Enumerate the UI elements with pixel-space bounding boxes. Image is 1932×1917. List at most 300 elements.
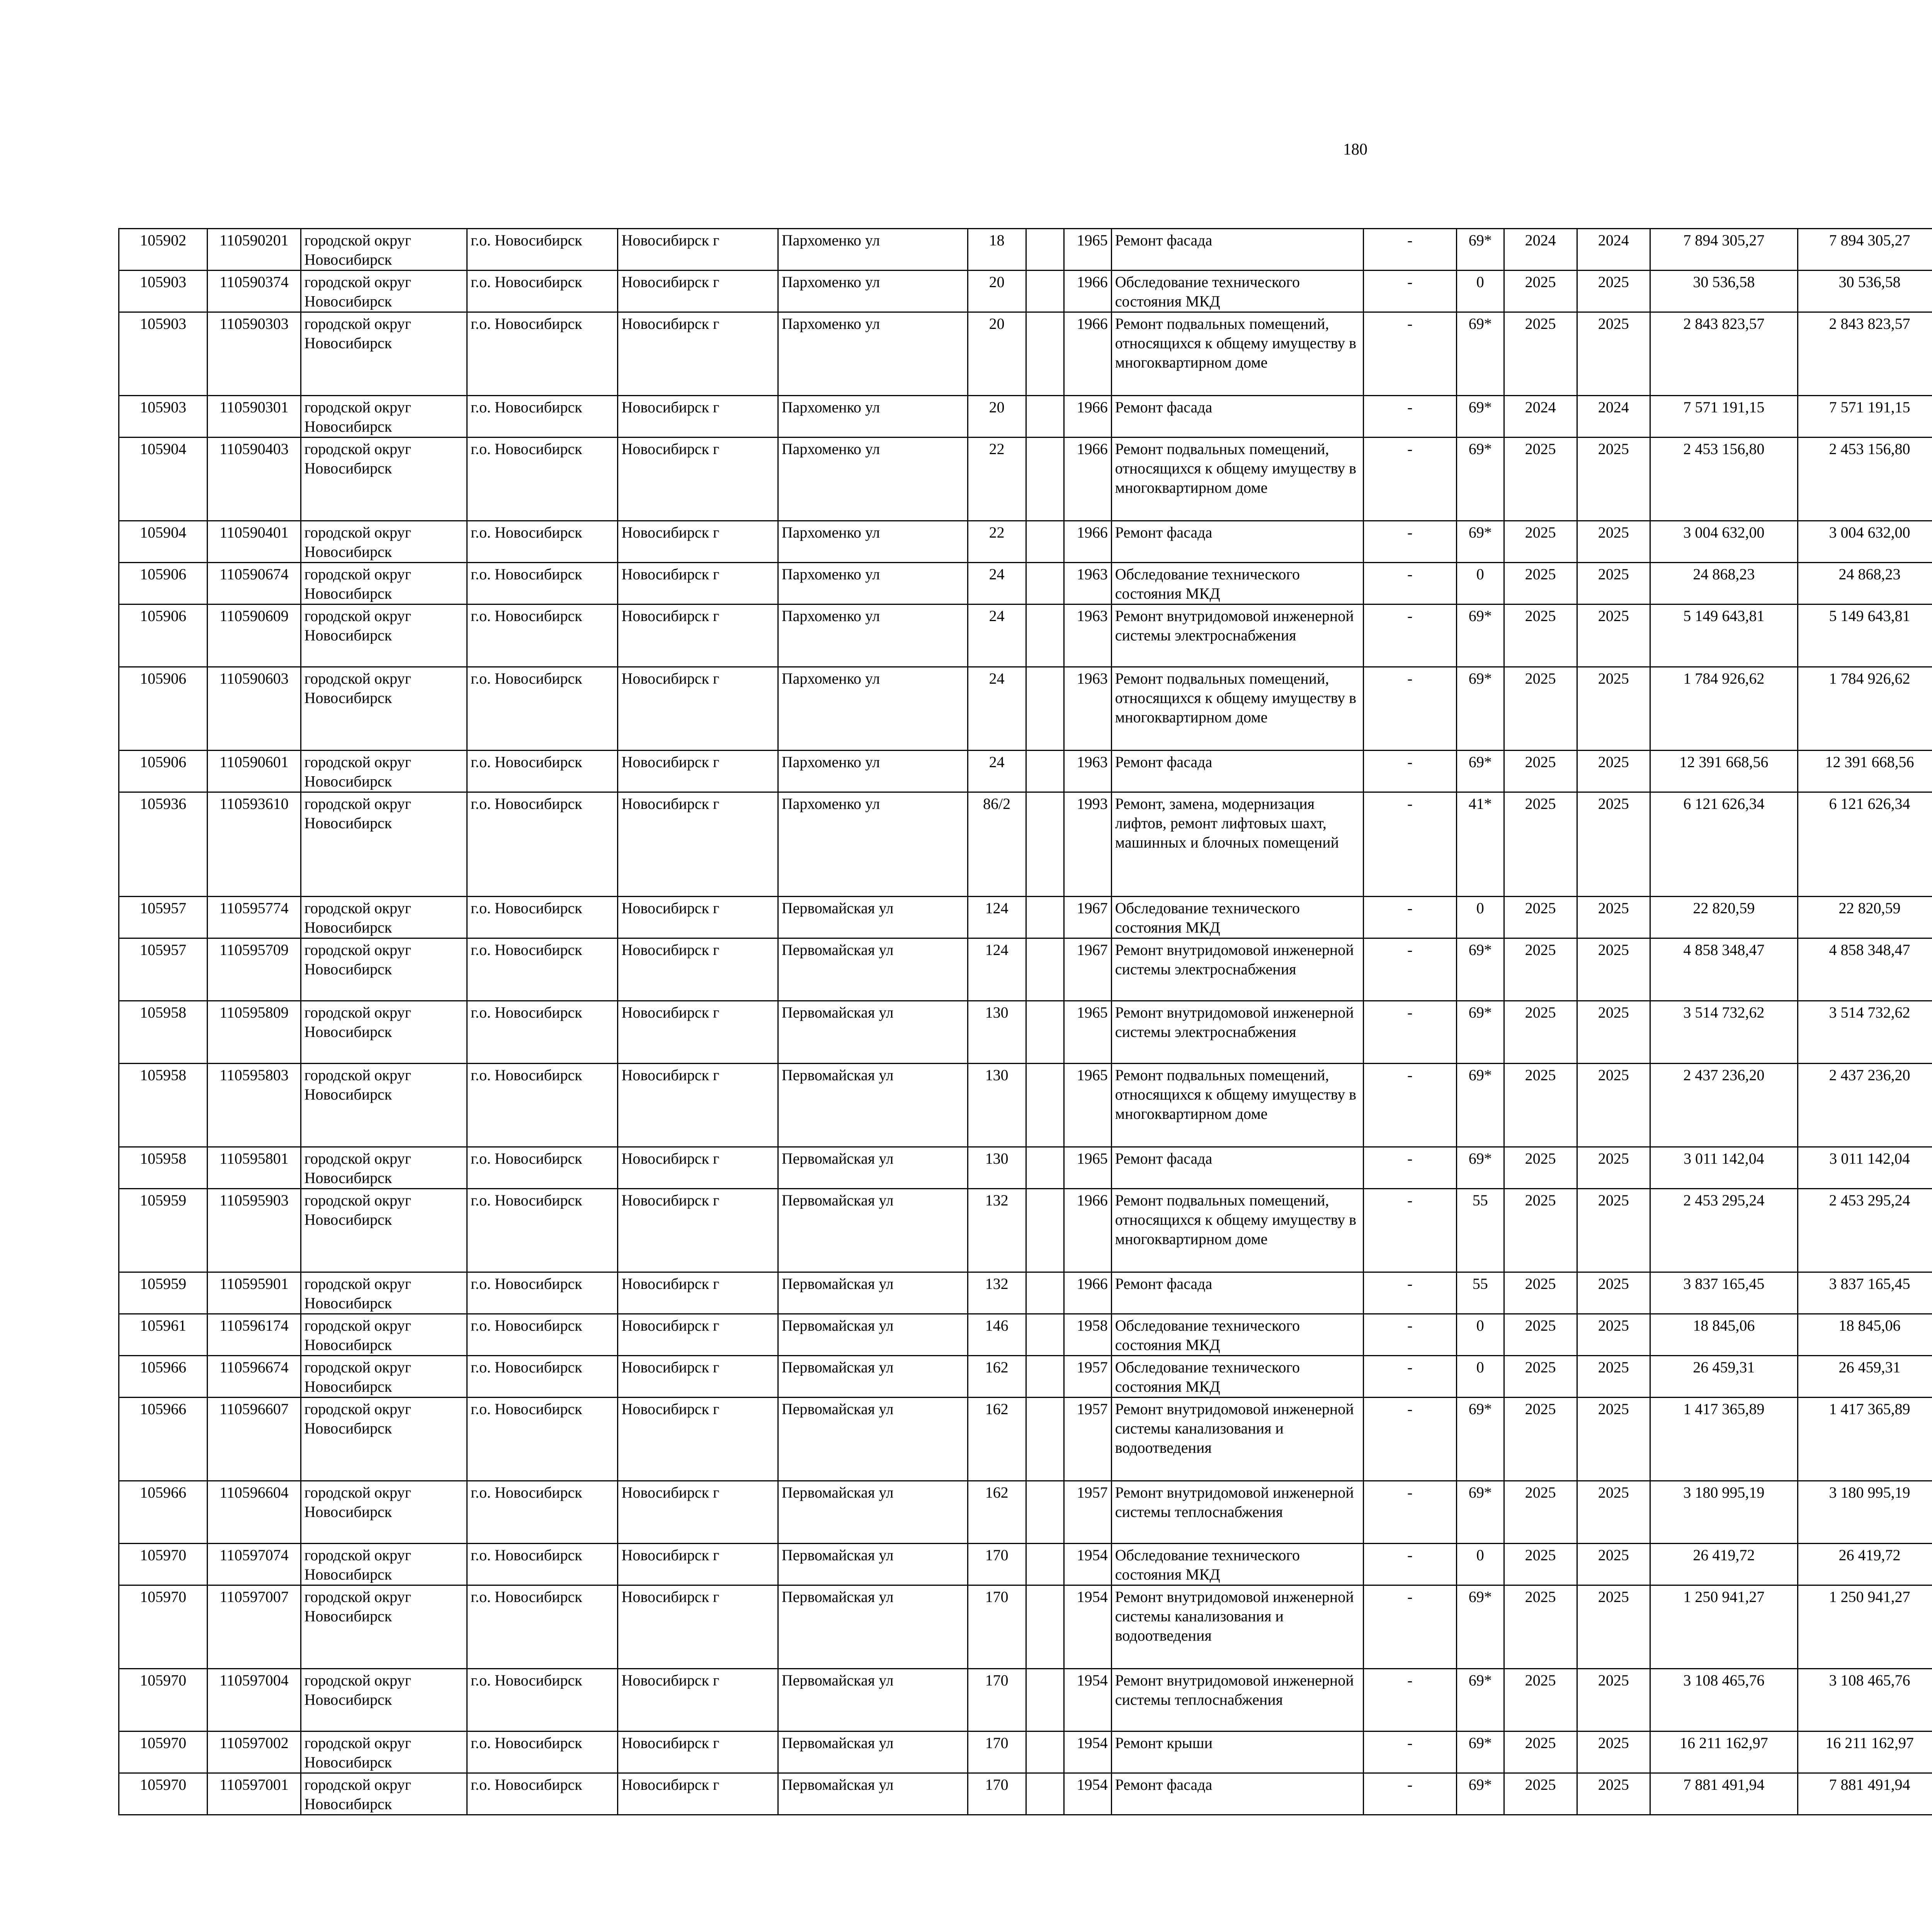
city-district-cell: г.о. Новосибирск: [467, 438, 618, 521]
house-number-cell: 170: [968, 1669, 1026, 1731]
table-row: [119, 1481, 1932, 1544]
municipality-cell: городской округ Новосибирск: [301, 897, 467, 938]
object-id-cell: 105906: [119, 667, 207, 751]
city-district-cell: г.о. Новосибирск: [467, 521, 618, 563]
page-number: 180: [1343, 141, 1367, 158]
table-body: [119, 229, 1932, 1815]
city-district-cell: г.о. Новосибирск: [467, 1481, 618, 1544]
table-row: [119, 1272, 1932, 1314]
house-letter-cell: [1026, 563, 1064, 604]
wear-cell: 41*: [1456, 792, 1504, 897]
settlement-cell: Новосибирск г: [618, 1398, 778, 1481]
object-id-cell: 105902: [119, 229, 207, 271]
city-district-cell: г.о. Новосибирск: [467, 1064, 618, 1147]
table-row: [119, 1064, 1932, 1147]
municipality-cell: городской округ Новосибирск: [301, 1314, 467, 1356]
year-end-cell: 2025: [1577, 1481, 1650, 1544]
dash-cell: -: [1363, 563, 1456, 604]
dash-cell: -: [1363, 751, 1456, 792]
city-district-cell: г.о. Новосибирск: [467, 1398, 618, 1481]
work-type-cell: Ремонт подвальных помещений, относящихся к общему имуществу в многоквартирном доме: [1111, 667, 1363, 751]
cost-total-cell: 3 180 995,19: [1650, 1481, 1798, 1544]
cost-total-cell: 7 894 305,27: [1650, 229, 1798, 271]
house-number-cell: 24: [968, 563, 1026, 604]
cost-fund-cell: 30 536,58: [1798, 271, 1932, 312]
year-start-cell: 2025: [1504, 1001, 1577, 1064]
municipality-cell: городской округ Новосибирск: [301, 604, 467, 667]
work-code-cell: 110595901: [207, 1272, 301, 1314]
settlement-cell: Новосибирск г: [618, 271, 778, 312]
settlement-cell: Новосибирск г: [618, 897, 778, 938]
city-district-cell: г.о. Новосибирск: [467, 1147, 618, 1189]
table-row: [119, 1544, 1932, 1585]
year-end-cell: 2025: [1577, 667, 1650, 751]
settlement-cell: Новосибирск г: [618, 438, 778, 521]
city-district-cell: г.о. Новосибирск: [467, 563, 618, 604]
house-letter-cell: [1026, 792, 1064, 897]
wear-cell: 69*: [1456, 1064, 1504, 1147]
city-district-cell: г.о. Новосибирск: [467, 312, 618, 396]
work-type-cell: Обследование технического состояния МКД: [1111, 1356, 1363, 1398]
municipality-cell: городской округ Новосибирск: [301, 1544, 467, 1585]
street-cell: Первомайская ул: [778, 1669, 968, 1731]
year-end-cell: 2025: [1577, 897, 1650, 938]
house-number-cell: 130: [968, 1064, 1026, 1147]
table-row: [119, 1356, 1932, 1398]
house-number-cell: 124: [968, 897, 1026, 938]
year-end-cell: 2025: [1577, 1314, 1650, 1356]
work-type-cell: Ремонт крыши: [1111, 1731, 1363, 1773]
wear-cell: 69*: [1456, 1147, 1504, 1189]
cost-total-cell: 3 011 142,04: [1650, 1147, 1798, 1189]
cost-fund-cell: 22 820,59: [1798, 897, 1932, 938]
house-number-cell: 146: [968, 1314, 1026, 1356]
build-year-cell: 1954: [1064, 1731, 1112, 1773]
work-type-cell: Обследование технического состояния МКД: [1111, 271, 1363, 312]
house-number-cell: 124: [968, 938, 1026, 1001]
object-id-cell: 105958: [119, 1064, 207, 1147]
municipality-cell: городской округ Новосибирск: [301, 938, 467, 1001]
work-type-cell: Ремонт фасада: [1111, 1147, 1363, 1189]
build-year-cell: 1966: [1064, 438, 1112, 521]
municipality-cell: городской округ Новосибирск: [301, 1147, 467, 1189]
dash-cell: -: [1363, 1064, 1456, 1147]
year-end-cell: 2025: [1577, 938, 1650, 1001]
city-district-cell: г.о. Новосибирск: [467, 1356, 618, 1398]
table-row: [119, 229, 1932, 271]
object-id-cell: 105957: [119, 938, 207, 1001]
house-number-cell: 22: [968, 521, 1026, 563]
work-type-cell: Ремонт, замена, модернизация лифтов, ремонт лифтовых шахт, машинных и блочных помещений: [1111, 792, 1363, 897]
build-year-cell: 1963: [1064, 563, 1112, 604]
cost-total-cell: 2 437 236,20: [1650, 1064, 1798, 1147]
build-year-cell: 1957: [1064, 1356, 1112, 1398]
cost-fund-cell: 3 514 732,62: [1798, 1001, 1932, 1064]
house-letter-cell: [1026, 1773, 1064, 1815]
municipality-cell: городской округ Новосибирск: [301, 1001, 467, 1064]
city-district-cell: г.о. Новосибирск: [467, 897, 618, 938]
settlement-cell: Новосибирск г: [618, 1731, 778, 1773]
street-cell: Пархоменко ул: [778, 396, 968, 438]
work-type-cell: Ремонт внутридомовой инженерной системы канализования и водоотведения: [1111, 1585, 1363, 1669]
street-cell: Пархоменко ул: [778, 438, 968, 521]
object-id-cell: 105970: [119, 1585, 207, 1669]
dash-cell: -: [1363, 1544, 1456, 1585]
street-cell: Первомайская ул: [778, 1544, 968, 1585]
build-year-cell: 1963: [1064, 751, 1112, 792]
street-cell: Первомайская ул: [778, 1189, 968, 1272]
municipality-cell: городской округ Новосибирск: [301, 1272, 467, 1314]
object-id-cell: 105906: [119, 751, 207, 792]
work-code-cell: 110590201: [207, 229, 301, 271]
cost-fund-cell: 2 453 156,80: [1798, 438, 1932, 521]
work-code-cell: 110595709: [207, 938, 301, 1001]
year-end-cell: 2025: [1577, 1064, 1650, 1147]
cost-fund-cell: 6 121 626,34: [1798, 792, 1932, 897]
house-letter-cell: [1026, 1669, 1064, 1731]
city-district-cell: г.о. Новосибирск: [467, 1773, 618, 1815]
house-number-cell: 20: [968, 271, 1026, 312]
house-number-cell: 132: [968, 1272, 1026, 1314]
dash-cell: -: [1363, 604, 1456, 667]
settlement-cell: Новосибирск г: [618, 938, 778, 1001]
house-letter-cell: [1026, 1064, 1064, 1147]
table-row: [119, 1398, 1932, 1481]
work-type-cell: Ремонт внутридомовой инженерной системы электроснабжения: [1111, 938, 1363, 1001]
work-code-cell: 110590301: [207, 396, 301, 438]
city-district-cell: г.о. Новосибирск: [467, 1585, 618, 1669]
year-start-cell: 2025: [1504, 1314, 1577, 1356]
year-start-cell: 2025: [1504, 1669, 1577, 1731]
work-type-cell: Ремонт фасада: [1111, 229, 1363, 271]
work-code-cell: 110596604: [207, 1481, 301, 1544]
year-end-cell: 2025: [1577, 604, 1650, 667]
build-year-cell: 1963: [1064, 604, 1112, 667]
dash-cell: -: [1363, 1773, 1456, 1815]
dash-cell: -: [1363, 521, 1456, 563]
build-year-cell: 1965: [1064, 1001, 1112, 1064]
work-code-cell: 110590603: [207, 667, 301, 751]
city-district-cell: г.о. Новосибирск: [467, 229, 618, 271]
house-number-cell: 162: [968, 1356, 1026, 1398]
settlement-cell: Новосибирск г: [618, 1314, 778, 1356]
house-letter-cell: [1026, 667, 1064, 751]
year-end-cell: 2025: [1577, 1585, 1650, 1669]
dash-cell: -: [1363, 1314, 1456, 1356]
street-cell: Пархоменко ул: [778, 312, 968, 396]
cost-total-cell: 3 514 732,62: [1650, 1001, 1798, 1064]
cost-total-cell: 26 459,31: [1650, 1356, 1798, 1398]
street-cell: Пархоменко ул: [778, 792, 968, 897]
city-district-cell: г.о. Новосибирск: [467, 938, 618, 1001]
table-row: [119, 271, 1932, 312]
house-letter-cell: [1026, 1544, 1064, 1585]
settlement-cell: Новосибирск г: [618, 792, 778, 897]
house-letter-cell: [1026, 1356, 1064, 1398]
table-row: [119, 1189, 1932, 1272]
house-number-cell: 170: [968, 1731, 1026, 1773]
street-cell: Первомайская ул: [778, 1481, 968, 1544]
work-code-cell: 110595801: [207, 1147, 301, 1189]
cost-fund-cell: 2 453 295,24: [1798, 1189, 1932, 1272]
street-cell: Первомайская ул: [778, 1272, 968, 1314]
settlement-cell: Новосибирск г: [618, 1356, 778, 1398]
city-district-cell: г.о. Новосибирск: [467, 396, 618, 438]
wear-cell: 69*: [1456, 521, 1504, 563]
work-code-cell: 110596174: [207, 1314, 301, 1356]
build-year-cell: 1954: [1064, 1669, 1112, 1731]
settlement-cell: Новосибирск г: [618, 1147, 778, 1189]
dash-cell: -: [1363, 1481, 1456, 1544]
municipality-cell: городской округ Новосибирск: [301, 1731, 467, 1773]
build-year-cell: 1966: [1064, 271, 1112, 312]
cost-fund-cell: 7 894 305,27: [1798, 229, 1932, 271]
table-row: [119, 792, 1932, 897]
settlement-cell: Новосибирск г: [618, 1669, 778, 1731]
object-id-cell: 105904: [119, 438, 207, 521]
municipality-cell: городской округ Новосибирск: [301, 1189, 467, 1272]
city-district-cell: г.о. Новосибирск: [467, 751, 618, 792]
cost-fund-cell: 12 391 668,56: [1798, 751, 1932, 792]
year-start-cell: 2025: [1504, 1272, 1577, 1314]
object-id-cell: 105903: [119, 396, 207, 438]
settlement-cell: Новосибирск г: [618, 604, 778, 667]
build-year-cell: 1966: [1064, 521, 1112, 563]
settlement-cell: Новосибирск г: [618, 1001, 778, 1064]
street-cell: Пархоменко ул: [778, 751, 968, 792]
year-end-cell: 2025: [1577, 1544, 1650, 1585]
dash-cell: -: [1363, 396, 1456, 438]
house-letter-cell: [1026, 312, 1064, 396]
house-letter-cell: [1026, 1481, 1064, 1544]
street-cell: Первомайская ул: [778, 1147, 968, 1189]
settlement-cell: Новосибирск г: [618, 1064, 778, 1147]
house-number-cell: 86/2: [968, 792, 1026, 897]
settlement-cell: Новосибирск г: [618, 1544, 778, 1585]
municipality-cell: городской округ Новосибирск: [301, 312, 467, 396]
work-type-cell: Ремонт подвальных помещений, относящихся к общему имуществу в многоквартирном доме: [1111, 438, 1363, 521]
house-letter-cell: [1026, 521, 1064, 563]
cost-total-cell: 30 536,58: [1650, 271, 1798, 312]
dash-cell: -: [1363, 1001, 1456, 1064]
object-id-cell: 105959: [119, 1272, 207, 1314]
street-cell: Пархоменко ул: [778, 604, 968, 667]
cost-fund-cell: 1 784 926,62: [1798, 667, 1932, 751]
municipality-cell: городской округ Новосибирск: [301, 667, 467, 751]
city-district-cell: г.о. Новосибирск: [467, 1731, 618, 1773]
year-start-cell: 2025: [1504, 792, 1577, 897]
wear-cell: 69*: [1456, 438, 1504, 521]
work-type-cell: Обследование технического состояния МКД: [1111, 563, 1363, 604]
municipality-cell: городской округ Новосибирск: [301, 396, 467, 438]
house-number-cell: 130: [968, 1147, 1026, 1189]
cost-total-cell: 3 108 465,76: [1650, 1669, 1798, 1731]
house-number-cell: 162: [968, 1481, 1026, 1544]
house-letter-cell: [1026, 1189, 1064, 1272]
build-year-cell: 1965: [1064, 229, 1112, 271]
year-end-cell: 2025: [1577, 1731, 1650, 1773]
work-type-cell: Ремонт внутридомовой инженерной системы электроснабжения: [1111, 1001, 1363, 1064]
build-year-cell: 1966: [1064, 396, 1112, 438]
work-type-cell: Ремонт подвальных помещений, относящихся к общему имуществу в многоквартирном доме: [1111, 312, 1363, 396]
build-year-cell: 1967: [1064, 897, 1112, 938]
object-id-cell: 105958: [119, 1147, 207, 1189]
street-cell: Первомайская ул: [778, 1585, 968, 1669]
work-code-cell: 110590403: [207, 438, 301, 521]
build-year-cell: 1967: [1064, 938, 1112, 1001]
build-year-cell: 1966: [1064, 312, 1112, 396]
work-code-cell: 110597074: [207, 1544, 301, 1585]
house-letter-cell: [1026, 897, 1064, 938]
object-id-cell: 105936: [119, 792, 207, 897]
municipality-cell: городской округ Новосибирск: [301, 521, 467, 563]
year-end-cell: 2025: [1577, 312, 1650, 396]
year-start-cell: 2025: [1504, 667, 1577, 751]
table-row: [119, 1001, 1932, 1064]
object-id-cell: 105970: [119, 1669, 207, 1731]
work-code-cell: 110596674: [207, 1356, 301, 1398]
build-year-cell: 1958: [1064, 1314, 1112, 1356]
street-cell: Первомайская ул: [778, 1398, 968, 1481]
wear-cell: 69*: [1456, 938, 1504, 1001]
wear-cell: 69*: [1456, 604, 1504, 667]
dash-cell: -: [1363, 1398, 1456, 1481]
wear-cell: 55: [1456, 1189, 1504, 1272]
year-end-cell: 2025: [1577, 1001, 1650, 1064]
wear-cell: 0: [1456, 563, 1504, 604]
house-number-cell: 20: [968, 312, 1026, 396]
cost-total-cell: 2 843 823,57: [1650, 312, 1798, 396]
wear-cell: 69*: [1456, 1481, 1504, 1544]
dash-cell: -: [1363, 312, 1456, 396]
dash-cell: -: [1363, 438, 1456, 521]
cost-fund-cell: 26 459,31: [1798, 1356, 1932, 1398]
cost-total-cell: 1 250 941,27: [1650, 1585, 1798, 1669]
wear-cell: 69*: [1456, 1731, 1504, 1773]
table-row: [119, 1669, 1932, 1731]
house-number-cell: 162: [968, 1398, 1026, 1481]
work-code-cell: 110597007: [207, 1585, 301, 1669]
work-type-cell: Ремонт фасада: [1111, 1272, 1363, 1314]
municipality-cell: городской округ Новосибирск: [301, 792, 467, 897]
dash-cell: -: [1363, 938, 1456, 1001]
object-id-cell: 105958: [119, 1001, 207, 1064]
cost-total-cell: 3 004 632,00: [1650, 521, 1798, 563]
work-type-cell: Ремонт фасада: [1111, 396, 1363, 438]
house-letter-cell: [1026, 271, 1064, 312]
street-cell: Пархоменко ул: [778, 521, 968, 563]
year-start-cell: 2025: [1504, 751, 1577, 792]
object-id-cell: 105970: [119, 1731, 207, 1773]
municipality-cell: городской округ Новосибирск: [301, 438, 467, 521]
work-code-cell: 110595774: [207, 897, 301, 938]
cost-fund-cell: 3 180 995,19: [1798, 1481, 1932, 1544]
house-number-cell: 170: [968, 1773, 1026, 1815]
work-type-cell: Ремонт внутридомовой инженерной системы канализования и водоотведения: [1111, 1398, 1363, 1481]
city-district-cell: г.о. Новосибирск: [467, 271, 618, 312]
cost-total-cell: 3 837 165,45: [1650, 1272, 1798, 1314]
street-cell: Первомайская ул: [778, 1731, 968, 1773]
table-row: [119, 1585, 1932, 1669]
cost-fund-cell: 24 868,23: [1798, 563, 1932, 604]
house-number-cell: 22: [968, 438, 1026, 521]
work-type-cell: Ремонт внутридомовой инженерной системы электроснабжения: [1111, 604, 1363, 667]
build-year-cell: 1954: [1064, 1544, 1112, 1585]
dash-cell: -: [1363, 1147, 1456, 1189]
dash-cell: -: [1363, 229, 1456, 271]
dash-cell: -: [1363, 1356, 1456, 1398]
settlement-cell: Новосибирск г: [618, 229, 778, 271]
work-type-cell: Ремонт внутридомовой инженерной системы теплоснабжения: [1111, 1669, 1363, 1731]
house-letter-cell: [1026, 1272, 1064, 1314]
year-start-cell: 2025: [1504, 604, 1577, 667]
work-type-cell: Ремонт фасада: [1111, 751, 1363, 792]
municipality-cell: городской округ Новосибирск: [301, 751, 467, 792]
work-type-cell: Обследование технического состояния МКД: [1111, 1544, 1363, 1585]
year-end-cell: 2025: [1577, 1669, 1650, 1731]
year-start-cell: 2025: [1504, 563, 1577, 604]
street-cell: Первомайская ул: [778, 938, 968, 1001]
table-row: [119, 1314, 1932, 1356]
table-row: [119, 312, 1932, 396]
dash-cell: -: [1363, 1731, 1456, 1773]
build-year-cell: 1993: [1064, 792, 1112, 897]
wear-cell: 69*: [1456, 1398, 1504, 1481]
house-letter-cell: [1026, 1731, 1064, 1773]
house-number-cell: 170: [968, 1544, 1026, 1585]
cost-fund-cell: 2 437 236,20: [1798, 1064, 1932, 1147]
table-row: [119, 604, 1932, 667]
object-id-cell: 105904: [119, 521, 207, 563]
street-cell: Пархоменко ул: [778, 563, 968, 604]
cost-fund-cell: 4 858 348,47: [1798, 938, 1932, 1001]
wear-cell: 69*: [1456, 751, 1504, 792]
house-number-cell: 130: [968, 1001, 1026, 1064]
work-code-cell: 110597001: [207, 1773, 301, 1815]
work-code-cell: 110590401: [207, 521, 301, 563]
year-start-cell: 2025: [1504, 1189, 1577, 1272]
wear-cell: 69*: [1456, 396, 1504, 438]
year-start-cell: 2025: [1504, 938, 1577, 1001]
cost-fund-cell: 7 881 491,94: [1798, 1773, 1932, 1815]
year-end-cell: 2025: [1577, 438, 1650, 521]
municipality-cell: городской округ Новосибирск: [301, 271, 467, 312]
settlement-cell: Новосибирск г: [618, 751, 778, 792]
cost-total-cell: 22 820,59: [1650, 897, 1798, 938]
cost-fund-cell: 3 837 165,45: [1798, 1272, 1932, 1314]
table-row: [119, 438, 1932, 521]
city-district-cell: г.о. Новосибирск: [467, 667, 618, 751]
city-district-cell: г.о. Новосибирск: [467, 604, 618, 667]
year-end-cell: 2025: [1577, 751, 1650, 792]
house-number-cell: 170: [968, 1585, 1026, 1669]
settlement-cell: Новосибирск г: [618, 1189, 778, 1272]
house-letter-cell: [1026, 438, 1064, 521]
wear-cell: 69*: [1456, 1669, 1504, 1731]
cost-fund-cell: 16 211 162,97: [1798, 1731, 1932, 1773]
build-year-cell: 1966: [1064, 1189, 1112, 1272]
object-id-cell: 105966: [119, 1398, 207, 1481]
year-start-cell: 2024: [1504, 229, 1577, 271]
table-row: [119, 897, 1932, 938]
dash-cell: -: [1363, 271, 1456, 312]
house-number-cell: 24: [968, 751, 1026, 792]
wear-cell: 69*: [1456, 1585, 1504, 1669]
cost-total-cell: 2 453 295,24: [1650, 1189, 1798, 1272]
work-code-cell: 110590674: [207, 563, 301, 604]
year-end-cell: 2024: [1577, 396, 1650, 438]
work-type-cell: Обследование технического состояния МКД: [1111, 1314, 1363, 1356]
